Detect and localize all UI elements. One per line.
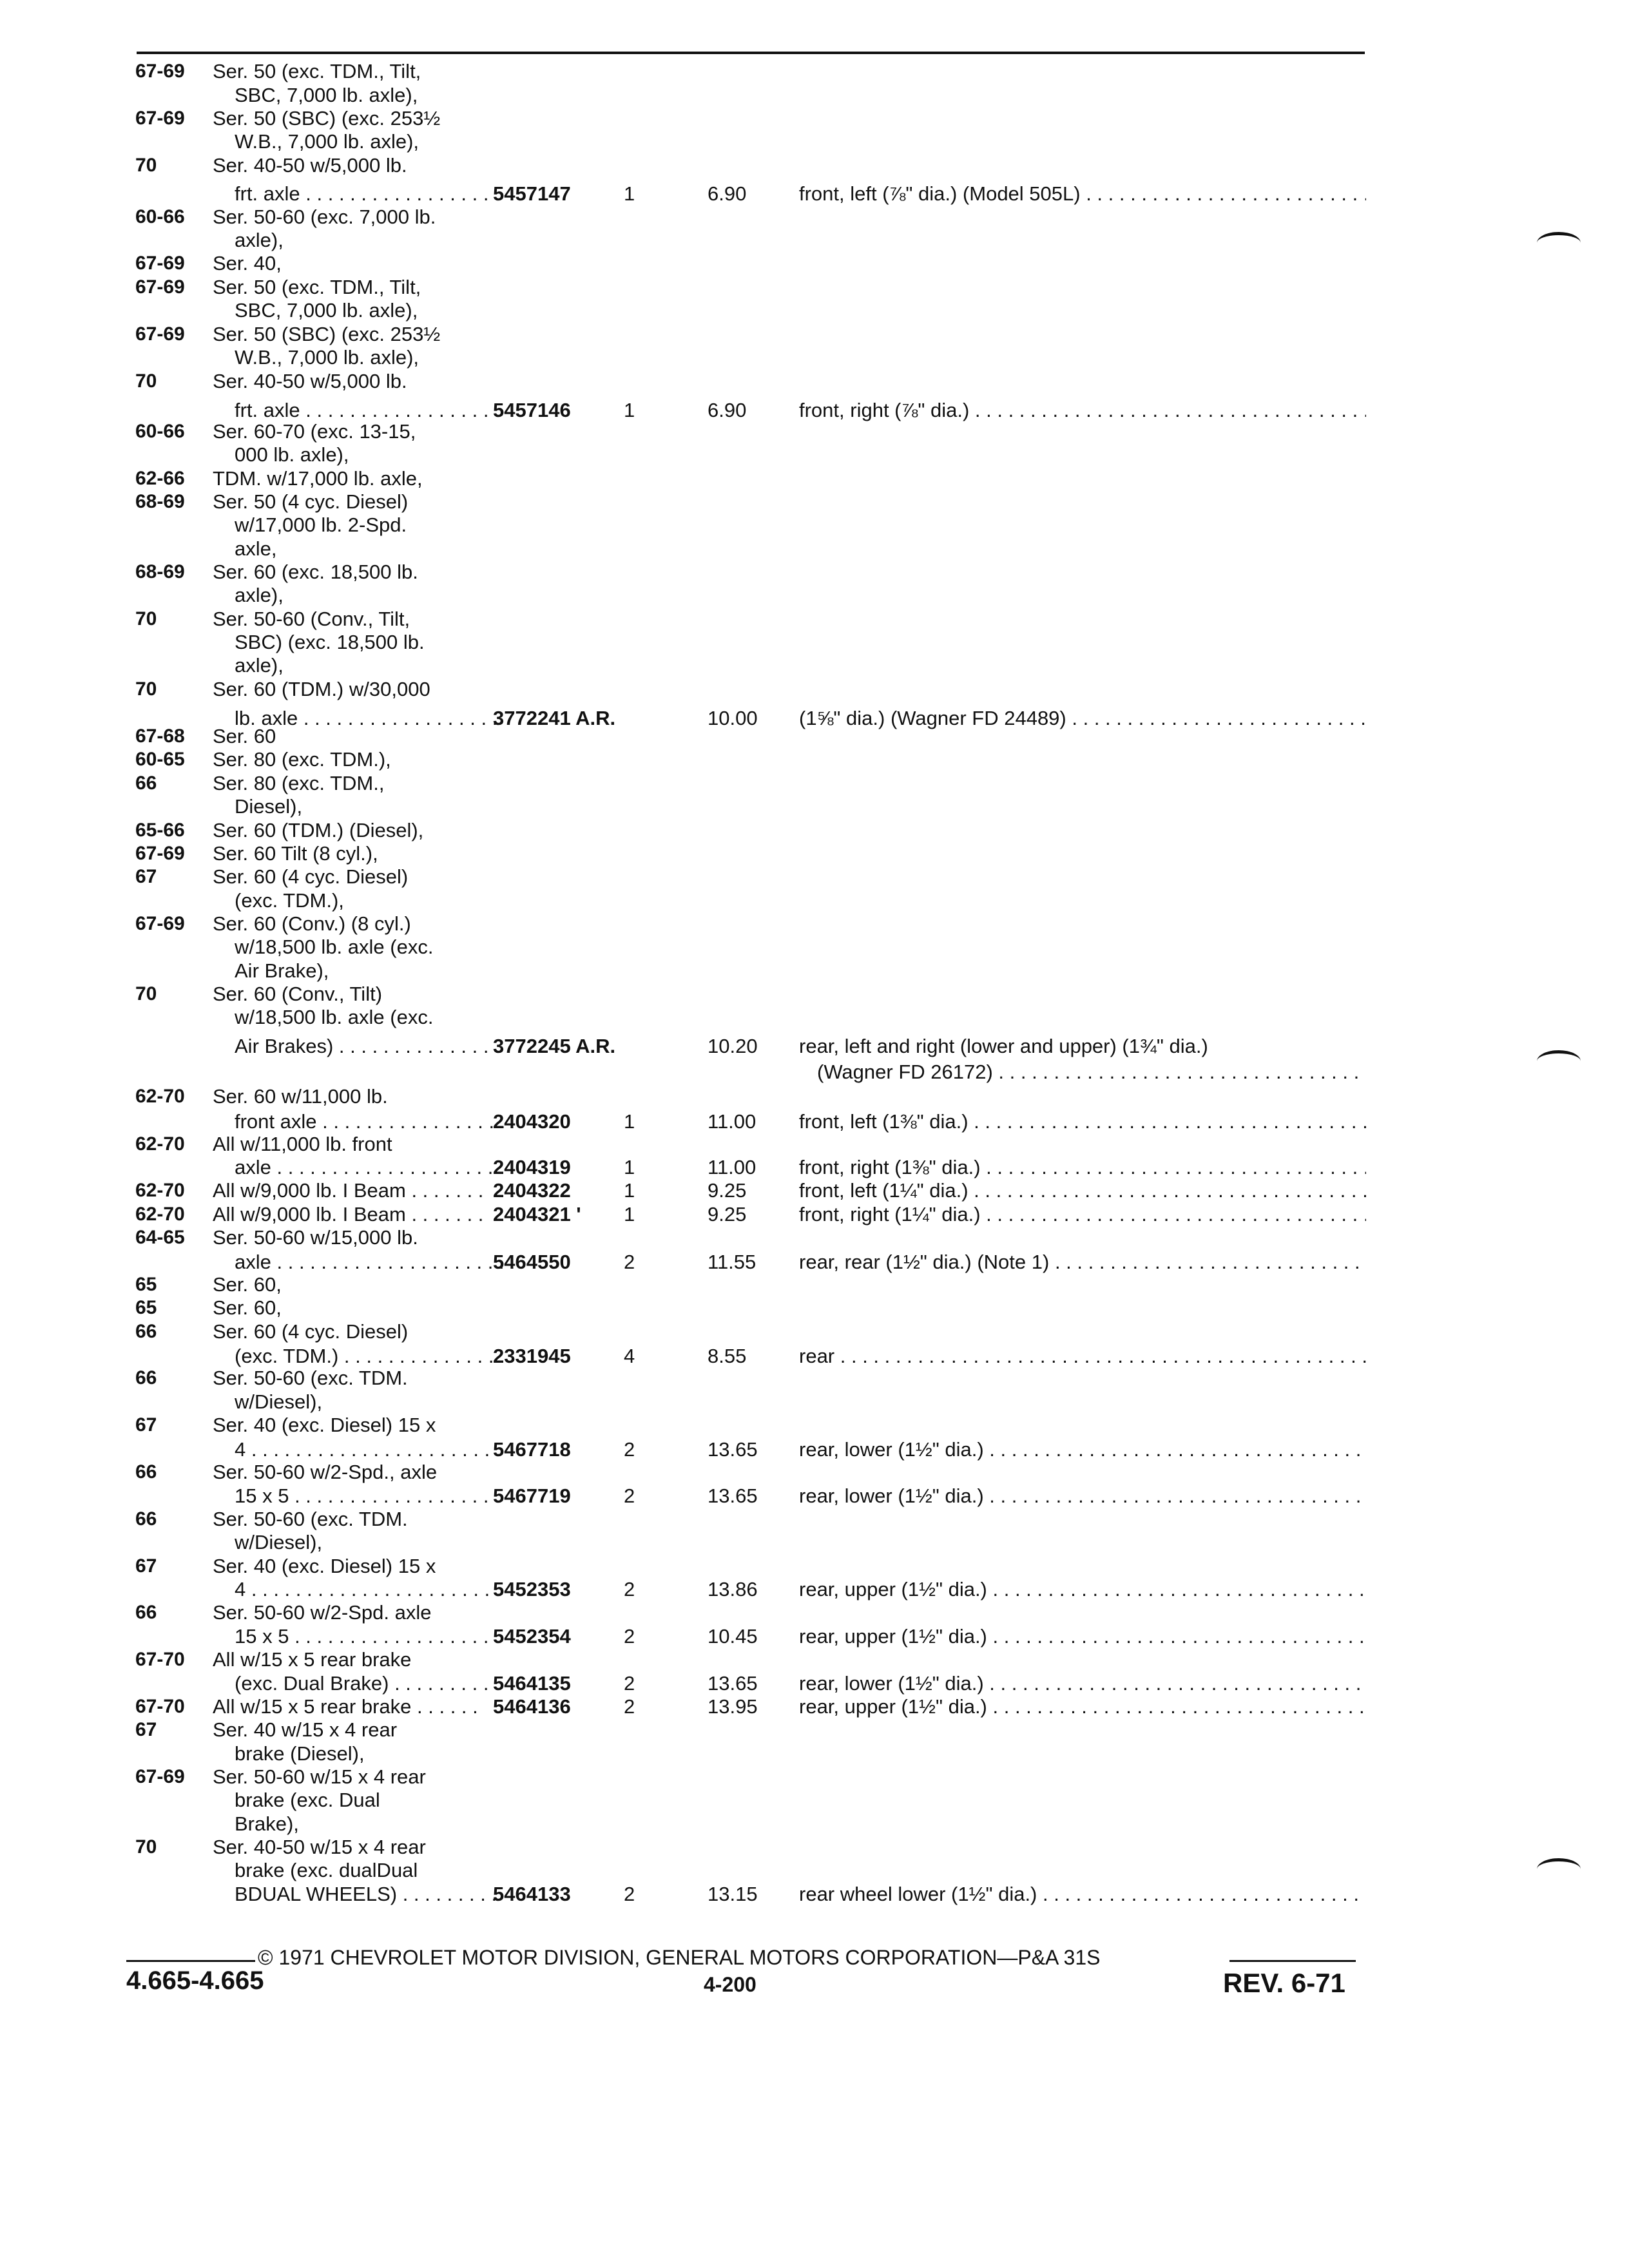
part-number: 5457146 <box>493 399 571 421</box>
list-price: 13.95 <box>708 1695 758 1718</box>
table-row <box>0 889 1629 912</box>
table-row <box>0 560 1629 584</box>
application-text: axle), <box>235 229 284 251</box>
table-row <box>0 1812 1629 1836</box>
model-years: 67-69 <box>135 323 185 345</box>
application-text: Air Brake), <box>235 959 329 982</box>
application-text: Ser. 50-60 (exc. 7,000 lb. <box>213 206 436 228</box>
part-description: rear wheel lower (1½" dia.) . . . <box>799 1882 1366 1906</box>
table-row <box>0 1202 1629 1226</box>
application-text: Ser. 60 (Conv., Tilt) <box>213 983 383 1005</box>
model-years: 66 <box>135 1321 157 1342</box>
model-years: 67-69 <box>135 276 185 298</box>
table-row <box>0 1366 1629 1390</box>
table-row <box>0 1858 1629 1882</box>
application-text: Ser. 60 (4 cyc. Diesel) <box>213 865 409 888</box>
table-row <box>0 1084 1629 1108</box>
table-row <box>0 1460 1629 1484</box>
quantity: 1 <box>624 399 635 421</box>
table-row <box>0 1178 1629 1202</box>
application-text: Ser. 60-70 (exc. 13-15, <box>213 420 416 443</box>
table-row <box>0 1005 1629 1029</box>
table-row <box>0 818 1629 842</box>
application-text: Ser. 60 (TDM.) w/30,000 <box>213 678 430 700</box>
table-row <box>0 912 1629 936</box>
application-text: SBC) (exc. 18,500 lb. <box>235 631 425 653</box>
part-number: 5467718 <box>493 1438 571 1461</box>
table-row <box>0 83 1629 107</box>
table-row <box>0 251 1629 275</box>
application-text: Brake), <box>235 1812 299 1835</box>
application-text: (exc. TDM.) . . . <box>213 1344 504 1368</box>
table-row <box>0 1695 1629 1718</box>
application-text: Ser. 40, <box>213 252 282 274</box>
part-number: 3772241 A.R. <box>493 707 616 729</box>
table-row <box>0 419 1629 443</box>
quantity: 2 <box>624 1438 635 1461</box>
footer-rule-left <box>126 1960 255 1962</box>
table-row <box>0 1765 1629 1789</box>
application-text: Ser. 50-60 (exc. TDM. <box>213 1367 408 1389</box>
table-row <box>0 1742 1629 1765</box>
application-text: 15 x 5 . . . <box>213 1624 504 1648</box>
part-description: front, right (1⅜" dia.) . . . <box>799 1155 1366 1179</box>
table-row <box>0 1413 1629 1437</box>
application-text: All w/11,000 lb. front <box>213 1133 392 1155</box>
application-text: All w/9,000 lb. I Beam . . . <box>213 1202 482 1226</box>
quantity: 1 <box>624 1179 635 1202</box>
model-years: 62-70 <box>135 1180 185 1201</box>
application-text: Ser. 40-50 w/15 x 4 rear <box>213 1836 426 1858</box>
model-years: 67-69 <box>135 1766 185 1787</box>
list-price: 11.00 <box>708 1156 757 1178</box>
application-text: Ser. 50-60 w/15 x 4 rear <box>213 1765 426 1788</box>
table-row <box>0 747 1629 771</box>
quantity: 4 <box>624 1345 635 1367</box>
table-row <box>0 130 1629 153</box>
application-text: Ser. 40-50 w/5,000 lb. <box>213 154 407 177</box>
application-text: axle, <box>235 537 277 560</box>
application-text: Ser. 40 w/15 x 4 rear <box>213 1718 398 1741</box>
model-years: 62-70 <box>135 1204 185 1225</box>
model-years: 62-70 <box>135 1133 185 1155</box>
table-row <box>0 1554 1629 1578</box>
top-rule <box>137 52 1365 54</box>
page-number: 4-200 <box>704 1973 757 1996</box>
part-description: rear, lower (1½" dia.) . . . <box>799 1671 1366 1695</box>
quantity: 2 <box>624 1883 635 1905</box>
application-text: 15 x 5 . . . <box>213 1484 504 1508</box>
model-years: 67 <box>135 1555 157 1577</box>
table-row <box>0 1390 1629 1414</box>
table-row <box>0 1788 1629 1812</box>
quantity: 2 <box>624 1578 635 1600</box>
model-years: 60-66 <box>135 421 185 442</box>
application-text: front axle . . . <box>213 1110 504 1133</box>
application-text: w/18,500 lb. axle (exc. <box>235 936 434 958</box>
table-row <box>0 1034 1629 1058</box>
table-row <box>0 1600 1629 1624</box>
part-number: 5464135 <box>493 1672 571 1695</box>
application-text: TDM. w/17,000 lb. axle, <box>213 467 423 490</box>
table-row <box>0 298 1629 322</box>
model-years: 70 <box>135 983 157 1004</box>
application-text: Ser. 50 (exc. TDM., Tilt, <box>213 60 421 82</box>
table-row <box>0 205 1629 229</box>
table-row <box>0 513 1629 537</box>
table-row <box>0 345 1629 369</box>
application-text: Ser. 60 <box>213 725 276 747</box>
model-years: 66 <box>135 1461 157 1483</box>
part-description: (Wagner FD 26172) . . . <box>817 1060 1366 1084</box>
table-row <box>0 1835 1629 1859</box>
list-price: 9.25 <box>708 1179 747 1202</box>
part-number: 5467719 <box>493 1485 571 1507</box>
list-price: 13.86 <box>708 1578 758 1600</box>
quantity: 1 <box>624 182 635 205</box>
model-years: 66 <box>135 1367 157 1389</box>
part-description: front, left (⅞" dia.) (Model 505L) . . . <box>799 182 1366 206</box>
model-years: 60-66 <box>135 206 185 227</box>
application-text: axle), <box>235 654 284 677</box>
model-years: 70 <box>135 678 157 700</box>
application-text: 4 . . . <box>213 1577 504 1601</box>
table-row <box>0 982 1629 1006</box>
list-price: 13.65 <box>708 1672 758 1695</box>
application-text: Ser. 50-60 w/2-Spd. axle <box>213 1601 432 1624</box>
model-years: 67-69 <box>135 61 185 82</box>
part-number: 2331945 <box>493 1345 571 1367</box>
model-years: 65-66 <box>135 820 185 841</box>
application-text: Ser. 60, <box>213 1296 282 1319</box>
quantity: 2 <box>624 1485 635 1507</box>
application-text: All w/9,000 lb. I Beam . . . <box>213 1178 482 1202</box>
model-years: 67 <box>135 866 157 887</box>
model-years: 67-70 <box>135 1649 185 1670</box>
table-row <box>0 677 1629 701</box>
table-row <box>0 1296 1629 1320</box>
table-row <box>0 106 1629 130</box>
application-text: lb. axle . . . <box>213 706 504 730</box>
application-text: Ser. 50-60 w/15,000 lb. <box>213 1226 418 1249</box>
part-number: 2404321 ' <box>493 1203 581 1225</box>
application-text: w/17,000 lb. 2-Spd. <box>235 514 407 536</box>
part-number: 2404319 <box>493 1156 571 1178</box>
table-row <box>0 466 1629 490</box>
table-row <box>0 1882 1629 1906</box>
table-row <box>0 865 1629 889</box>
part-description: front, left (1⅜" dia.) . . . <box>799 1110 1366 1133</box>
table-row <box>0 369 1629 393</box>
table-row <box>0 959 1629 983</box>
application-text: brake (Diesel), <box>235 1742 365 1765</box>
model-years: 60-65 <box>135 749 185 770</box>
part-description: front, right (⅞" dia.) . . . <box>799 398 1366 422</box>
table-row <box>0 1110 1629 1133</box>
application-text: SBC, 7,000 lb. axle), <box>235 299 418 322</box>
list-price: 10.45 <box>708 1625 758 1648</box>
list-price: 11.00 <box>708 1110 757 1133</box>
table-row <box>0 1507 1629 1531</box>
application-text: w/Diesel), <box>235 1390 323 1413</box>
model-years: 62-66 <box>135 468 185 489</box>
part-description: rear, lower (1½" dia.) . . . <box>799 1484 1366 1508</box>
model-years: 66 <box>135 1602 157 1623</box>
application-text: W.B., 7,000 lb. axle), <box>235 130 419 153</box>
application-text: 4 . . . <box>213 1437 504 1461</box>
table-row <box>0 771 1629 795</box>
model-years: 62-70 <box>135 1086 185 1107</box>
model-years: 67-70 <box>135 1696 185 1717</box>
table-row <box>0 275 1629 299</box>
application-text: brake (exc. Dual <box>235 1789 380 1811</box>
part-number: 2404322 <box>493 1179 571 1202</box>
model-years: 67-69 <box>135 843 185 864</box>
model-years: 70 <box>135 155 157 176</box>
table-row <box>0 1225 1629 1249</box>
table-row <box>0 841 1629 865</box>
model-years: 70 <box>135 370 157 392</box>
part-number: 5464133 <box>493 1883 571 1905</box>
table-row <box>0 1320 1629 1343</box>
quantity: 1 <box>624 1203 635 1225</box>
model-years: 67-69 <box>135 913 185 934</box>
application-text: axle), <box>235 584 284 606</box>
table-row <box>0 1344 1629 1368</box>
model-years: 67-68 <box>135 726 185 747</box>
part-description: rear, upper (1½" dia.) . . . <box>799 1695 1366 1718</box>
application-text: frt. axle . . . <box>213 182 504 206</box>
application-text: Ser. 60 (TDM.) (Diesel), <box>213 819 424 841</box>
part-description: rear, rear (1½" dia.) (Note 1) . . . <box>799 1250 1366 1274</box>
application-text: Ser. 80 (exc. TDM.), <box>213 748 391 771</box>
footer-rule-right <box>1229 1960 1356 1962</box>
part-number: 5452353 <box>493 1578 571 1600</box>
application-text: Ser. 40-50 w/5,000 lb. <box>213 370 407 392</box>
revision-date: REV. 6-71 <box>1223 1968 1345 1998</box>
table-row <box>0 583 1629 607</box>
application-text: (exc. Dual Brake) . . . <box>213 1671 504 1695</box>
model-years: 67-69 <box>135 253 185 274</box>
table-row <box>0 490 1629 514</box>
table-row <box>0 1530 1629 1554</box>
list-price: 13.65 <box>708 1485 758 1507</box>
application-text: Ser. 40 (exc. Diesel) 15 x <box>213 1555 436 1577</box>
list-price: 6.90 <box>708 182 747 205</box>
part-number: 5464550 <box>493 1251 571 1273</box>
table-row <box>0 935 1629 959</box>
part-number: 5457147 <box>493 182 571 205</box>
table-row <box>0 794 1629 818</box>
application-text: SBC, 7,000 lb. axle), <box>235 84 418 106</box>
application-text: (exc. TDM.), <box>235 889 344 912</box>
application-text: Air Brakes) . . . <box>213 1034 504 1058</box>
application-text: Diesel), <box>235 795 303 818</box>
part-number: 3772245 A.R. <box>493 1035 616 1057</box>
quantity: 1 <box>624 1156 635 1178</box>
table-row <box>0 653 1629 677</box>
table-row <box>0 1250 1629 1274</box>
application-text: Ser. 50 (4 cyc. Diesel) <box>213 490 409 513</box>
table-row <box>0 1484 1629 1508</box>
application-text: w/18,500 lb. axle (exc. <box>235 1006 434 1028</box>
application-text: Ser. 50 (SBC) (exc. 253½ <box>213 323 441 345</box>
part-number: 2404320 <box>493 1110 571 1133</box>
part-description: rear, upper (1½" dia.) . . . <box>799 1577 1366 1601</box>
application-text: Ser. 40 (exc. Diesel) 15 x <box>213 1414 436 1436</box>
table-row <box>0 182 1629 206</box>
application-text: Ser. 60 (exc. 18,500 lb. <box>213 561 418 583</box>
page-code: 4.665-4.665 <box>126 1966 264 1995</box>
application-text: All w/15 x 5 rear brake <box>213 1648 412 1671</box>
list-price: 8.55 <box>708 1345 747 1367</box>
application-text: BDUAL WHEELS) . . . <box>213 1882 504 1906</box>
quantity: 2 <box>624 1695 635 1718</box>
table-row <box>0 537 1629 561</box>
model-years: 70 <box>135 608 157 629</box>
model-years: 65 <box>135 1297 157 1318</box>
model-years: 66 <box>135 773 157 794</box>
part-description: rear . . . <box>799 1344 1366 1368</box>
table-row <box>0 1577 1629 1601</box>
list-price: 6.90 <box>708 399 747 421</box>
list-price: 11.55 <box>708 1251 757 1273</box>
application-text: Ser. 60 (Conv.) (8 cyl.) <box>213 912 411 935</box>
part-description: front, right (1¼" dia.) . . . <box>799 1202 1366 1226</box>
application-text: Ser. 50 (exc. TDM., Tilt, <box>213 276 421 298</box>
table-row <box>0 398 1629 422</box>
model-years: 65 <box>135 1274 157 1295</box>
application-text: Ser. 60 Tilt (8 cyl.), <box>213 842 378 865</box>
model-years: 66 <box>135 1508 157 1530</box>
model-years: 70 <box>135 1836 157 1858</box>
copyright-line: © 1971 CHEVROLET MOTOR DIVISION, GENERAL MOTORS CORPORATION—P&A 31S <box>258 1946 1101 1969</box>
part-description: rear, left and right (lower and upper) (1¾" dia.) <box>799 1035 1208 1057</box>
model-years: 68-69 <box>135 561 185 582</box>
list-price: 10.00 <box>708 707 758 729</box>
table-row <box>0 1624 1629 1648</box>
model-years: 64-65 <box>135 1227 185 1248</box>
application-text: All w/15 x 5 rear brake . . . <box>213 1695 482 1718</box>
table-row <box>0 1060 1629 1084</box>
table-row <box>0 1155 1629 1179</box>
quantity: 2 <box>624 1625 635 1648</box>
table-row <box>0 1273 1629 1296</box>
table-row <box>0 1718 1629 1742</box>
application-text: Ser. 60 w/11,000 lb. <box>213 1085 388 1108</box>
application-text: frt. axle . . . <box>213 398 504 422</box>
table-row <box>0 228 1629 252</box>
part-description: front, left (1¼" dia.) . . . <box>799 1178 1366 1202</box>
application-text: axle . . . <box>213 1250 504 1274</box>
list-price: 10.20 <box>708 1035 758 1057</box>
part-description: rear, upper (1½" dia.) . . . <box>799 1624 1366 1648</box>
list-price: 13.15 <box>708 1883 758 1905</box>
application-text: brake (exc. dualDual <box>235 1859 418 1881</box>
table-row <box>0 1648 1629 1671</box>
part-number: 5464136 <box>493 1695 571 1718</box>
application-text: axle . . . <box>213 1155 504 1179</box>
application-text: Ser. 50-60 (Conv., Tilt, <box>213 608 410 630</box>
part-description: (1⅝" dia.) (Wagner FD 24489) . . . <box>799 706 1366 730</box>
application-text: Ser. 50-60 (exc. TDM. <box>213 1508 408 1530</box>
table-row <box>0 443 1629 466</box>
application-text: Ser. 80 (exc. TDM., <box>213 772 385 794</box>
list-price: 13.65 <box>708 1438 758 1461</box>
quantity: 2 <box>624 1251 635 1273</box>
application-text: Ser. 60 (4 cyc. Diesel) <box>213 1320 409 1343</box>
model-years: 67-69 <box>135 108 185 129</box>
application-text: Ser. 50 (SBC) (exc. 253½ <box>213 107 441 130</box>
table-row <box>0 630 1629 654</box>
part-number: 5452354 <box>493 1625 571 1648</box>
table-row <box>0 322 1629 346</box>
table-row <box>0 1132 1629 1156</box>
table-row <box>0 1671 1629 1695</box>
application-text: Ser. 50-60 w/2-Spd., axle <box>213 1461 438 1483</box>
table-row <box>0 59 1629 83</box>
application-text: W.B., 7,000 lb. axle), <box>235 346 419 369</box>
application-text: w/Diesel), <box>235 1531 323 1553</box>
application-text: 000 lb. axle), <box>235 443 349 466</box>
part-description: rear, lower (1½" dia.) . . . <box>799 1437 1366 1461</box>
application-text: Ser. 60, <box>213 1273 282 1296</box>
table-row <box>0 607 1629 631</box>
model-years: 68-69 <box>135 491 185 512</box>
list-price: 9.25 <box>708 1203 747 1225</box>
model-years: 67 <box>135 1414 157 1436</box>
table-row <box>0 153 1629 177</box>
table-row <box>0 724 1629 748</box>
model-years: 67 <box>135 1719 157 1740</box>
quantity: 1 <box>624 1110 635 1133</box>
quantity: 2 <box>624 1672 635 1695</box>
table-row <box>0 1437 1629 1461</box>
